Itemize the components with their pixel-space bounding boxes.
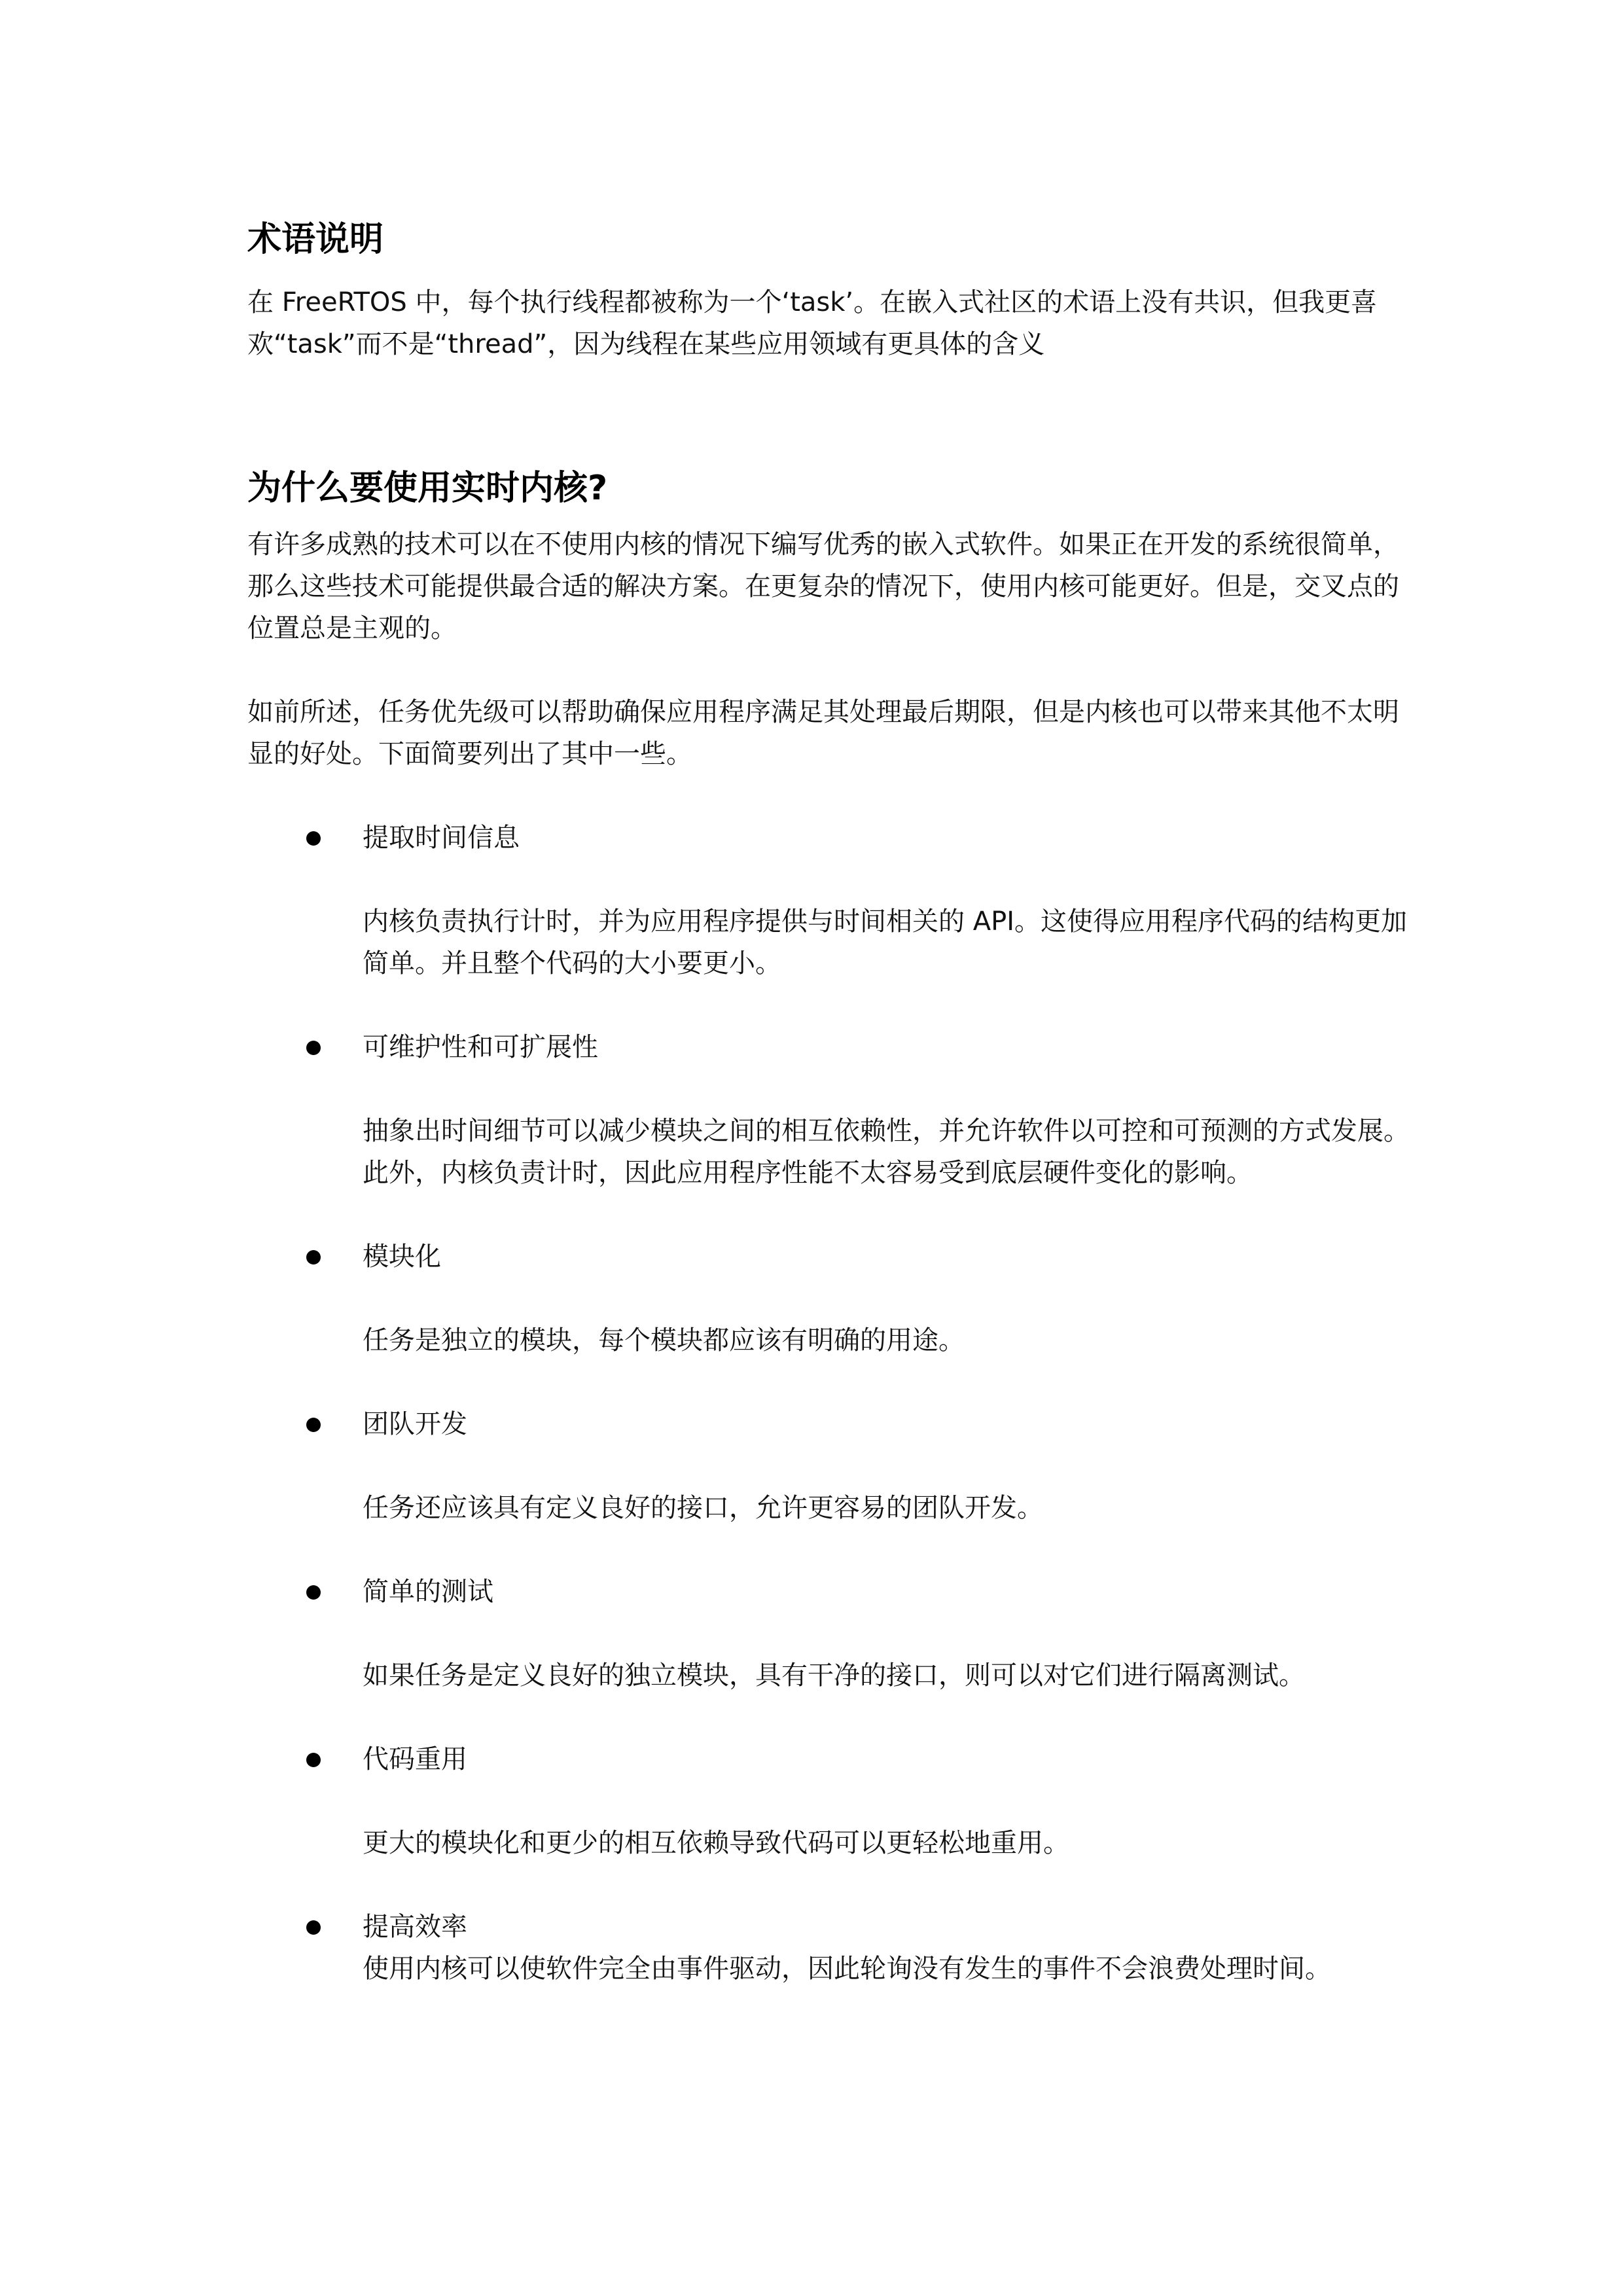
benefit-title: 可维护性和可扩展性 bbox=[363, 1032, 598, 1062]
benefit-title: 团队开发 bbox=[363, 1409, 467, 1439]
benefit-title: 模块化 bbox=[363, 1242, 441, 1272]
bullet-icon bbox=[306, 1753, 321, 1767]
bullet-icon bbox=[306, 1250, 321, 1265]
bullet-icon bbox=[306, 1418, 321, 1432]
bullet-icon bbox=[306, 1585, 321, 1600]
benefit-description: 任务还应该具有定义良好的接口，允许更容易的团队开发。 bbox=[363, 1493, 1043, 1523]
benefit-description: 使用内核可以使软件完全由事件驱动，因此轮询没有发生的事件不会浪费处理时间。 bbox=[363, 1954, 1331, 1984]
benefit-title: 提取时间信息 bbox=[363, 823, 520, 853]
terminology-paragraph: 在 FreeRTOS 中，每个执行线程都被称为一个‘task’。在嵌入式社区的术语上没有共识，但我更喜欢“task”而不是“thread”，因为线程在某些应用领域有更具体的含义 bbox=[247, 287, 1378, 359]
benefit-title: 提高效率 bbox=[363, 1912, 467, 1942]
benefit-title: 代码重用 bbox=[363, 1744, 467, 1774]
benefit-description: 如果任务是定义良好的独立模块，具有干净的接口，则可以对它们进行隔离测试。 bbox=[363, 1660, 1305, 1691]
why-rtos-paragraph-2: 如前所述，任务优先级可以帮助确保应用程序满足其处理最后期限，但是内核也可以带来其他不太明显的好处。下面简要列出了其中一些。 bbox=[247, 697, 1399, 769]
list-item bbox=[247, 817, 1412, 984]
bullet-icon bbox=[306, 1041, 321, 1055]
benefit-title: 简单的测试 bbox=[363, 1577, 493, 1607]
bullet-icon bbox=[306, 1920, 321, 1935]
list-item bbox=[247, 1403, 1412, 1529]
document-page bbox=[247, 216, 1412, 2032]
list-item bbox=[247, 1571, 1412, 1696]
section-heading-why-rtos: 为什么要使用实时内核? bbox=[247, 469, 608, 508]
benefits-list bbox=[247, 817, 1412, 1990]
bullet-icon bbox=[306, 831, 321, 846]
list-item bbox=[247, 1236, 1412, 1361]
benefit-description: 任务是独立的模块，每个模块都应该有明确的用途。 bbox=[363, 1325, 965, 1355]
section-heading-terminology: 术语说明 bbox=[247, 220, 384, 259]
list-item bbox=[247, 1738, 1412, 1864]
benefit-description: 内核负责执行计时，并为应用程序提供与时间相关的 API。这使得应用程序代码的结构更加简单。并且整个代码的大小要更小。 bbox=[363, 906, 1407, 978]
why-rtos-paragraph-1: 有许多成熟的技术可以在不使用内核的情况下编写优秀的嵌入式软件。如果正在开发的系统很简单，那么这些技术可能提供最合适的解决方案。在更复杂的情况下，使用内核可能更好。但是，交叉点的位置总是主观的。 bbox=[247, 529, 1399, 643]
list-item bbox=[247, 1026, 1412, 1194]
benefit-description: 更大的模块化和更少的相互依赖导致代码可以更轻松地重用。 bbox=[363, 1828, 1069, 1858]
list-item bbox=[247, 1906, 1412, 1990]
benefit-description: 抽象出时间细节可以减少模块之间的相互依赖性，并允许软件以可控和可预测的方式发展。此外，内核负责计时，因此应用程序性能不太容易受到底层硬件变化的影响。 bbox=[363, 1116, 1410, 1188]
